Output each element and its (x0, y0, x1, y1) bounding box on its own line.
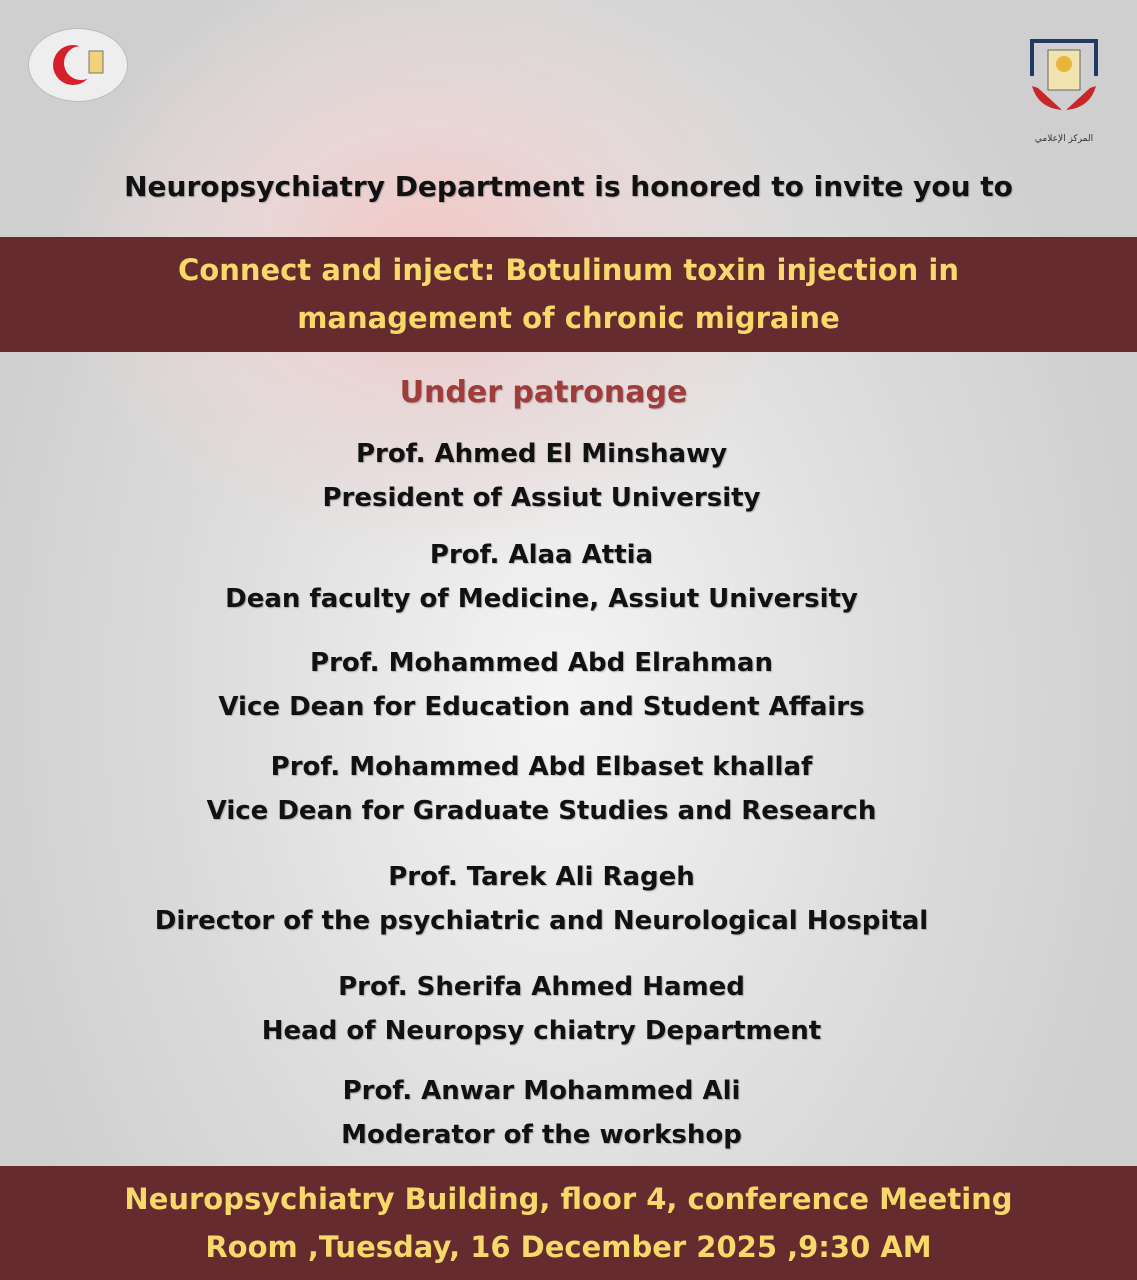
patron-list (0, 432, 1110, 1157)
patron-role: Dean faculty of Medicine, Assiut University (225, 584, 858, 614)
patron-role: President of Assiut University (322, 483, 761, 513)
patron-name: Prof. Sherifa Ahmed Hamed (338, 972, 745, 1002)
patron-role: Vice Dean for Graduate Studies and Research (206, 796, 877, 826)
invitation-headline: Neuropsychiatry Department is honored to invite you to (124, 170, 1013, 203)
patron-role: Director of the psychiatric and Neurological Hospital (154, 906, 929, 936)
title-banner (0, 237, 1137, 352)
faculty-of-medicine-logo (28, 28, 128, 102)
venue-line: Neuropsychiatry Building, floor 4, conference Meeting (124, 1182, 1013, 1216)
event-title-line1: Connect and inject: Botulinum toxin injection in (178, 253, 959, 287)
patron-name: Prof. Ahmed El Minshawy (355, 439, 728, 469)
patron-name: Prof. Anwar Mohammed Ali (342, 1076, 741, 1106)
patron-name: Prof. Mohammed Abd Elbaset khallaf (270, 752, 813, 782)
media-center-label: المركز الإعلامي (1034, 134, 1094, 144)
event-title-line2: management of chronic migraine (297, 301, 840, 335)
patron-name: Prof. Tarek Ali Rageh (388, 862, 695, 892)
patron-name: Prof. Mohammed Abd Elrahman (310, 648, 773, 678)
date-time-line: Room ,Tuesday, 16 December 2025 ,9:30 AM (205, 1230, 932, 1264)
media-center-logo (1028, 38, 1100, 144)
patron-role: Vice Dean for Education and Student Affairs (218, 692, 865, 722)
patron-name: Prof. Alaa Attia (429, 540, 654, 570)
footer-banner (0, 1166, 1137, 1280)
patron-role: Moderator of the workshop (341, 1120, 742, 1150)
patronage-heading: Under patronage (399, 375, 688, 410)
patron-role: Head of Neuropsy chiatry Department (261, 1016, 822, 1046)
